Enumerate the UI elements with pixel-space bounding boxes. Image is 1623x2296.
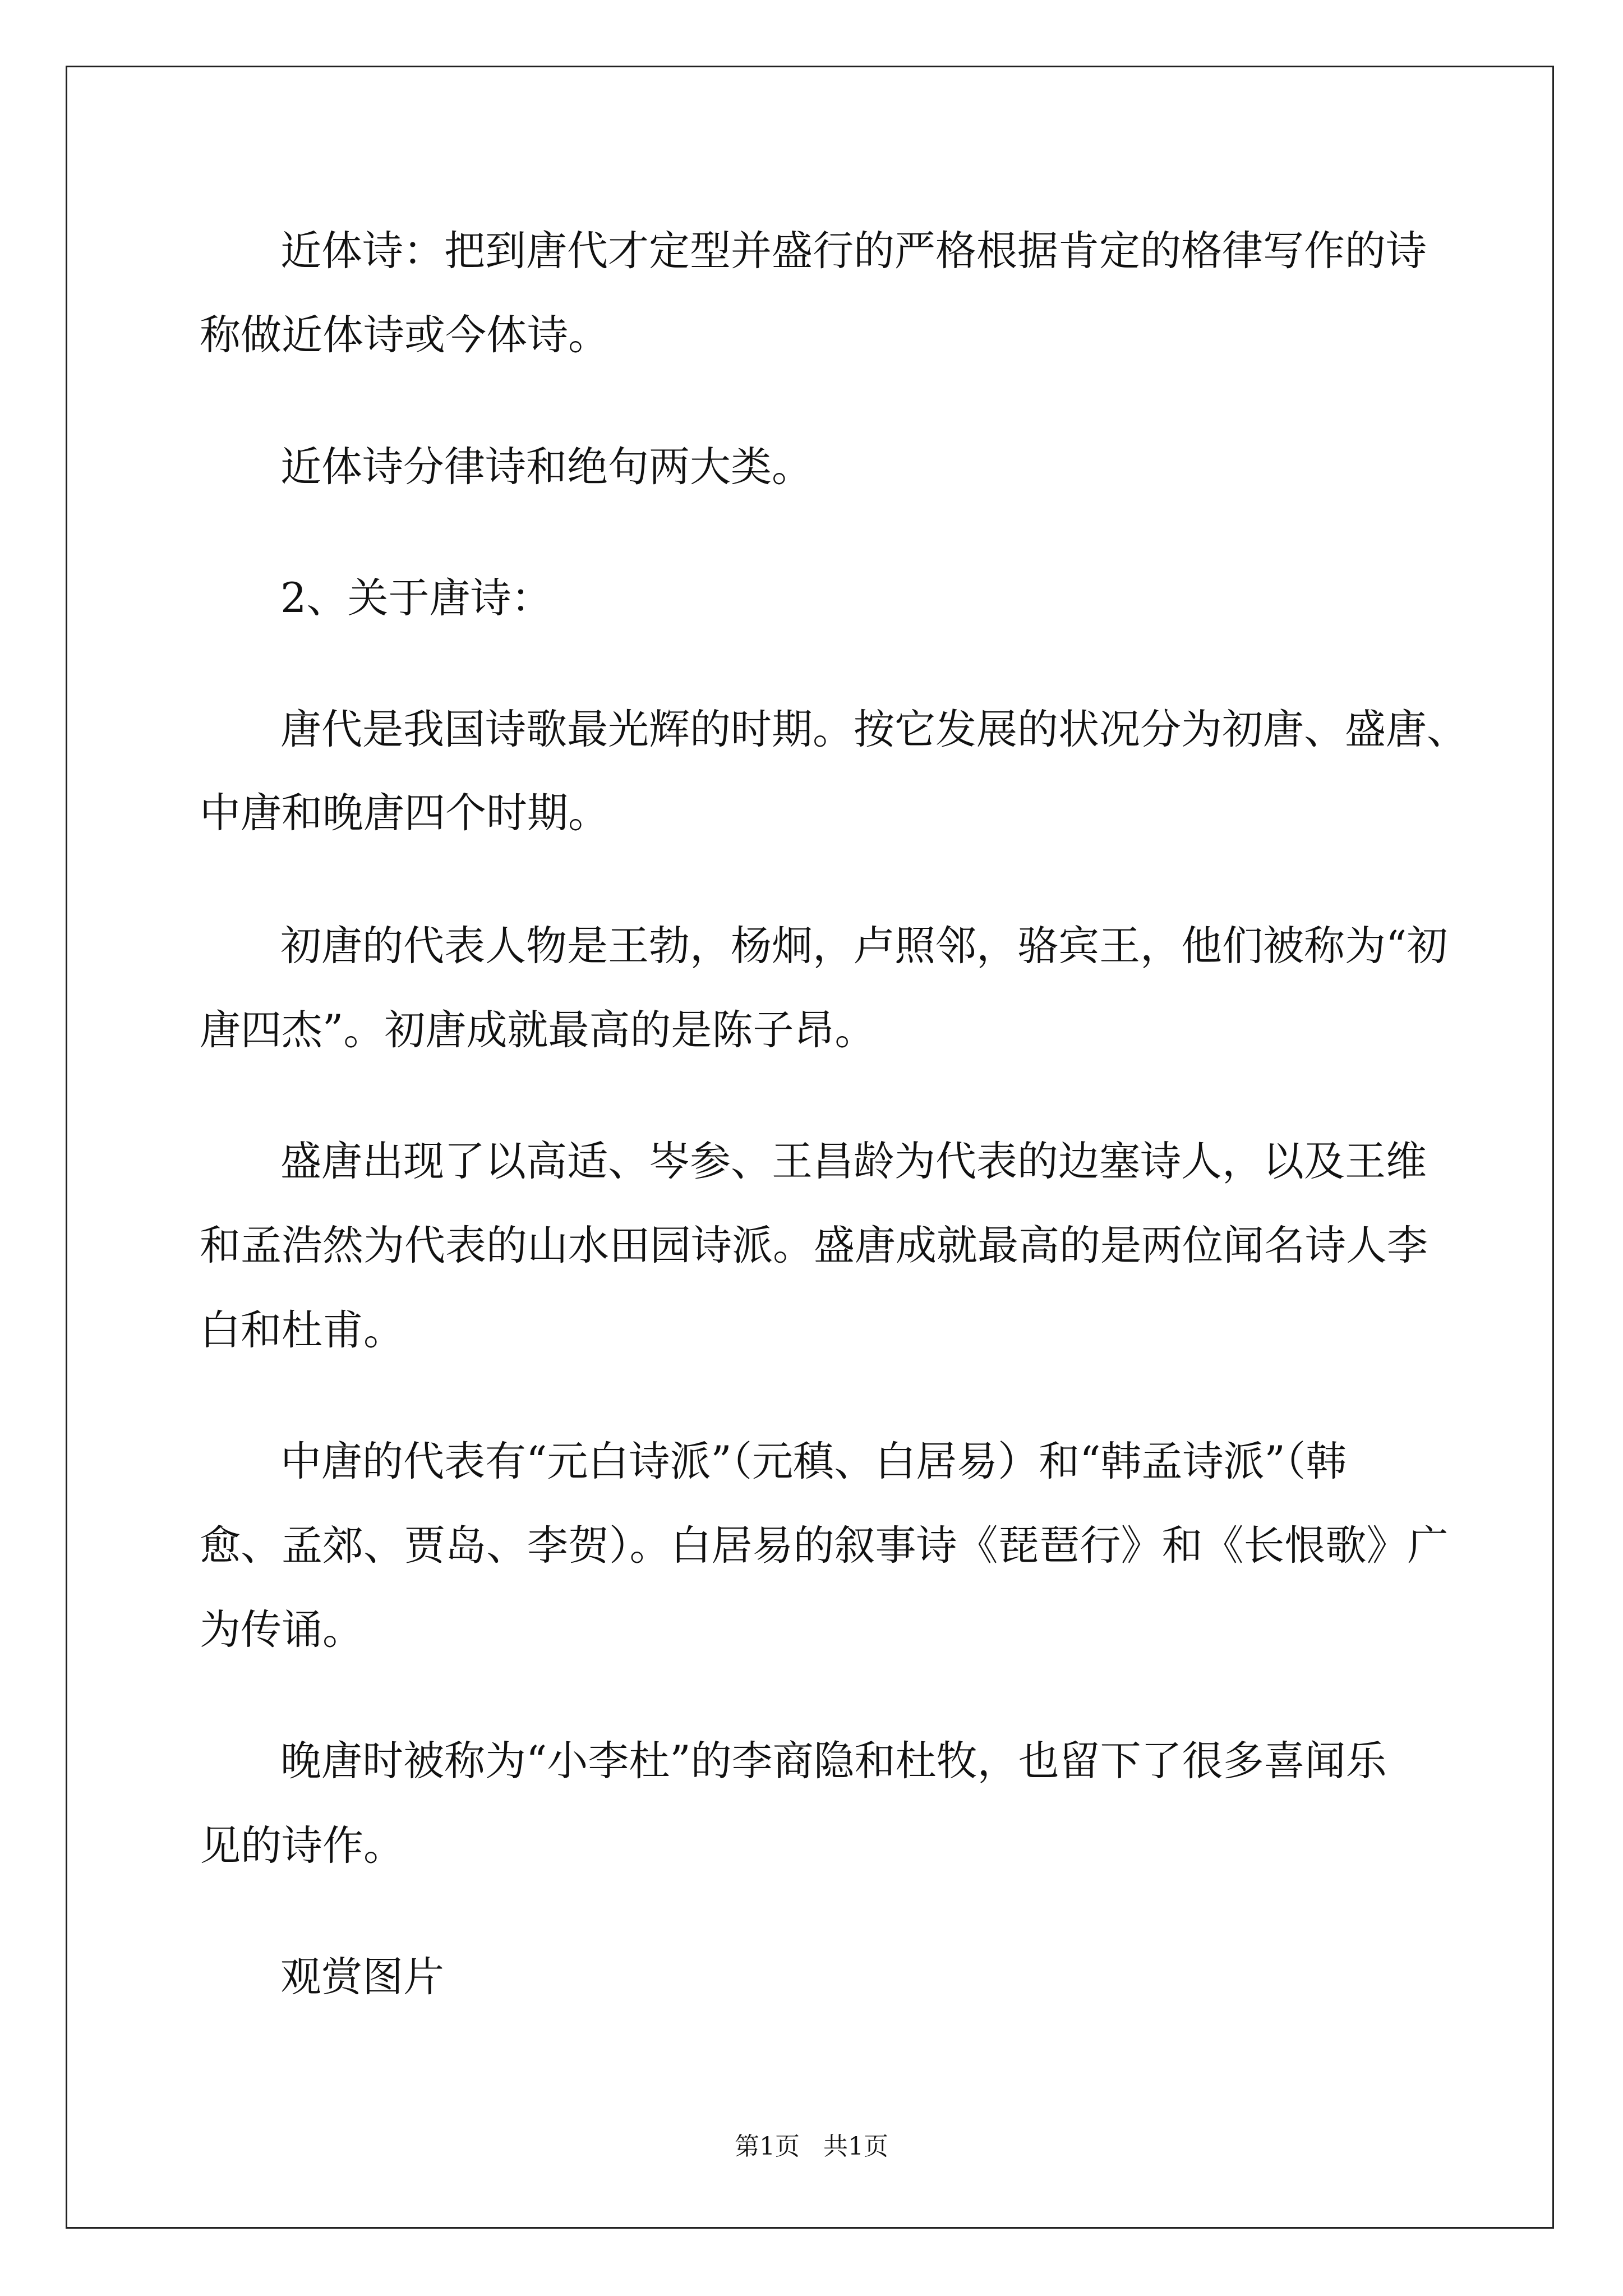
text-line: 和孟浩然为代表的山水田园诗派。盛唐成就最高的是两位闻名诗人李 <box>200 1222 1428 1269</box>
text-line: 为传诵。 <box>200 1606 363 1654</box>
text-line: 初唐的代表人物是王勃，杨炯，卢照邻，骆宾王，他们被称为“初 <box>280 922 1448 970</box>
text-line: 近体诗：把到唐代才定型并盛行的严格根据肯定的格律写作的诗 <box>280 227 1427 275</box>
text-line: 中唐和晚唐四个时期。 <box>200 789 609 837</box>
page-footer: 第1页 共1页 <box>735 2132 888 2161</box>
text-line: 盛唐出现了以高适、岑参、王昌龄为代表的边塞诗人，以及王维 <box>280 1138 1427 1185</box>
text-line: 见的诗作。 <box>200 1822 404 1870</box>
text-line: 晚唐时被称为“小李杜”的李商隐和杜牧，也留下了很多喜闻乐 <box>280 1737 1387 1785</box>
text-line: 唐四杰”。初唐成就最高的是陈子昂。 <box>200 1006 876 1054</box>
text-line: 近体诗分律诗和绝句两大类。 <box>280 443 813 491</box>
text-line: 称做近体诗或今体诗。 <box>200 311 609 359</box>
section-heading: 2、关于唐诗： <box>280 574 552 622</box>
text-line: 愈、孟郊、贾岛、李贺）。白居易的叙事诗《琵琶行》和《长恨歌》广 <box>200 1522 1449 1570</box>
text-line: 白和杜甫。 <box>200 1306 404 1354</box>
text-line: 观赏图片 <box>280 1953 444 2001</box>
text-line: 唐代是我国诗歌最光辉的时期。按它发展的状况分为初唐、盛唐、 <box>280 706 1468 753</box>
text-line: 中唐的代表有“元白诗派”（元稹、白居易）和“韩孟诗派”（韩 <box>280 1438 1347 1485</box>
